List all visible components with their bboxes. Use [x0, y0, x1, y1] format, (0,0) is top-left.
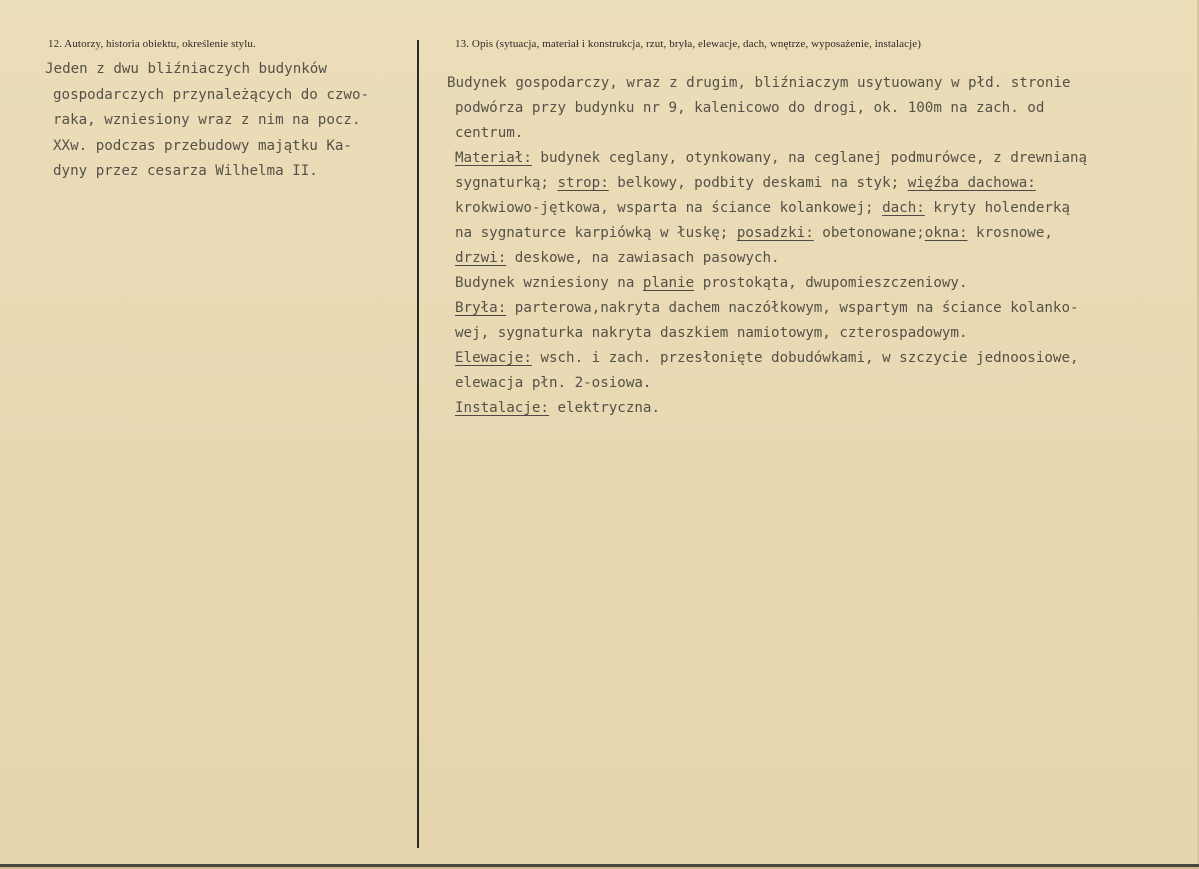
field-12-label: 12. Autorzy, historia obiektu, określenie stylu.: [48, 38, 256, 50]
drzwi-heading: drzwi:: [455, 250, 507, 266]
strop-heading: strop:: [557, 175, 609, 191]
card-bottom-edge: [0, 864, 1199, 867]
text-line-elewacje: [447, 346, 1087, 371]
text-line: dyny przez cesarza Wilhelma II.: [53, 163, 318, 179]
dach-heading: dach:: [882, 200, 925, 216]
elewacje-heading: Elewacje:: [455, 350, 532, 366]
posadzki-text: obetonowane;: [813, 225, 925, 241]
plan-heading: planie: [642, 275, 695, 291]
text-line: elewacja płn. 2-osiowa.: [455, 375, 652, 391]
text-line: Budynek gospodarczy, wraz z drugim, bliźniaczym usytuowany w płd. stronie: [447, 75, 1071, 91]
text-segment: prostokąta, dwupomieszczeniowy.: [694, 275, 968, 291]
okna-heading: okna:: [924, 225, 968, 241]
material-heading: Materiał:: [455, 150, 532, 166]
text-segment: krokwiowo-jętkowa, wsparta na ściance kolankowej;: [455, 200, 883, 216]
text-segment: sygnaturką;: [455, 175, 558, 191]
instalacje-text: elektryczna.: [548, 400, 661, 416]
instalacje-heading: Instalacje:: [455, 400, 549, 416]
posadzki-heading: posadzki:: [736, 225, 814, 241]
material-text: budynek ceglany, otynkowany, na ceglanej podmurówce, z drewnianą: [531, 150, 1088, 166]
column-divider: [417, 40, 419, 848]
text-line-dach: [447, 196, 1087, 221]
strop-text: belkowy, podbity deskami na styk;: [608, 175, 908, 191]
text-line-material: [447, 146, 1087, 171]
dach-text: kryty holenderką: [924, 200, 1071, 216]
bryla-heading: Bryła:: [455, 300, 507, 316]
bryla-text: parterowa,nakryta dachem naczółkowym, wspartym na ściance kolanko-: [506, 300, 1079, 316]
text-line: podwórza przy budynku nr 9, kalenicowo do drogi, ok. 100m na zach. od: [455, 100, 1045, 116]
field-13-text: [447, 71, 1087, 421]
elewacje-text: wsch. i zach. przesłonięte dobudówkami, w szczycie jednoosiowe,: [531, 350, 1079, 366]
text-segment: Budynek wzniesiony na: [455, 275, 643, 291]
text-line: raka, wzniesiony wraz z nim na pocz.: [53, 112, 361, 128]
text-line: gospodarczych przynależących do czwo-: [53, 86, 370, 103]
text-line-posadzki: [447, 221, 1087, 246]
text-line-drzwi: [447, 246, 1087, 271]
field-12-text: [45, 57, 369, 185]
field-13-label: 13. Opis (sytuacja, materiał i konstrukcja, rzut, bryła, elewacje, dach, wnętrze, wyposażenie, instalacje): [455, 38, 921, 50]
text-line-plan: [447, 271, 1087, 296]
drzwi-text: deskowe, na zawiasach pasowych.: [506, 250, 780, 266]
text-line: centrum.: [455, 125, 524, 141]
text-line: XXw. podczas przebudowy majątku Ka-: [53, 137, 352, 154]
text-line-instalacje: [447, 396, 1087, 421]
text-line-strop: [447, 171, 1087, 196]
wiezba-heading: więźba dachowa:: [907, 175, 1036, 191]
text-line: wej, sygnaturka nakryta daszkiem namiotowym, czterospadowym.: [455, 325, 968, 341]
text-line: Jeden z dwu bliźniaczych budynków: [45, 61, 327, 77]
text-segment: na sygnaturce karpiówką w łuskę;: [455, 225, 737, 241]
okna-text: krosnowe,: [967, 225, 1053, 241]
text-line-bryla: [447, 296, 1087, 321]
